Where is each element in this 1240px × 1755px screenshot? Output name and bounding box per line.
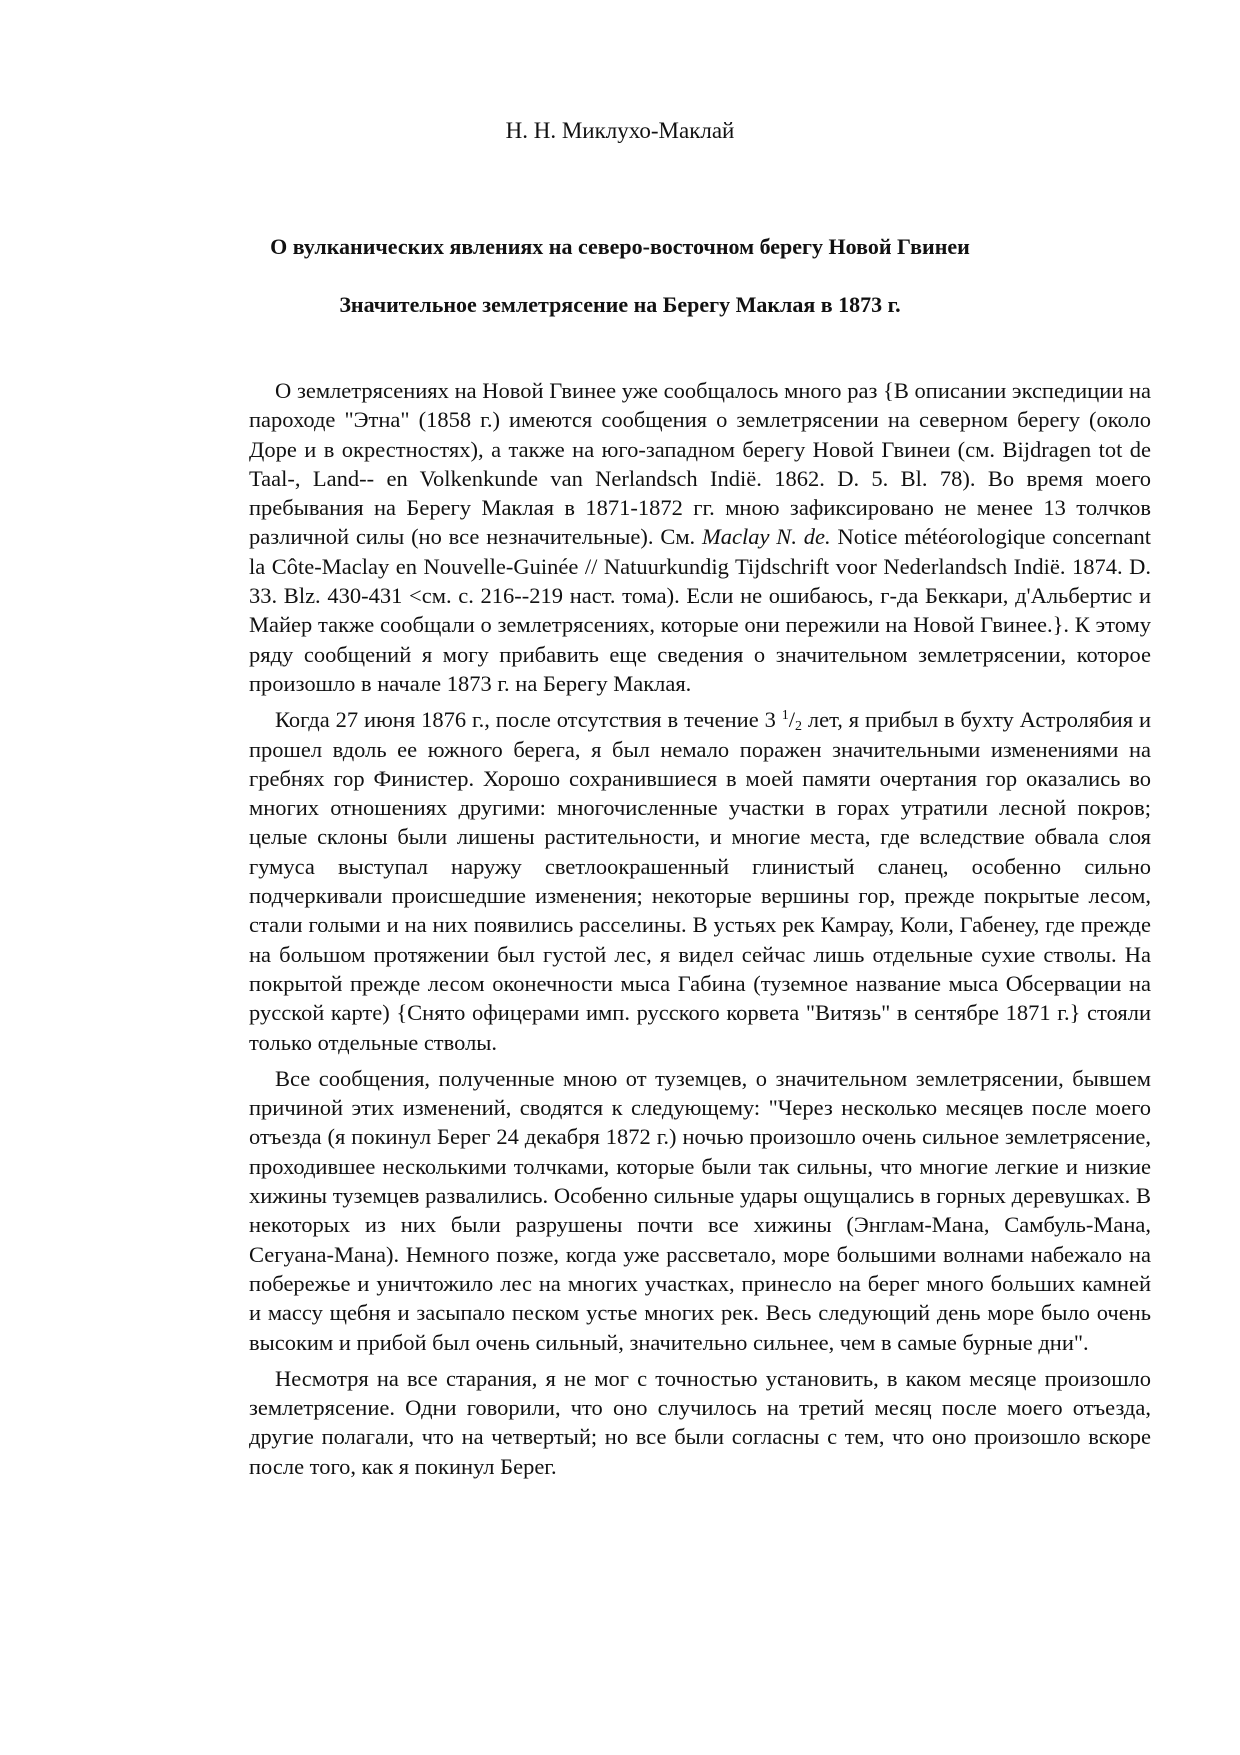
paragraph-2-text-b: лет, я прибыл в бухту Астролябия и прошел вдоль ее южного берега, я был немало поражен значительными изменениями на гребнях гор Финистер. Хорошо сохранившиеся в моей памяти очертания гор оказались во многих отношениях другими: многочисленные участки в горах утратили лесной покров; целые склоны были лишены растительности, и многие места, где вследствие обвала слоя гумуса выступал наружу светлоокрашенный глинистый сланец, особенно сильно подчеркивали происшедшие изменения; некоторые вершины гор, прежде покрытые лесом, стали голыми и на них появились расселины. В устьях рек Камрау, Коли, Габенеу, где прежде на большом протяжении был густой лес, я видел сейчас лишь отдельные сухие стволы. На покрытой прежде лесом оконечности мыса Габина (туземное название мыса Обсервации на русской карте) {Снято офицерами имп. русского корвета "Витязь" в сентябре 1871 г.} стояли только отдельные стволы. [249, 707, 1151, 1055]
article-subtitle: Значительное землетрясение на Берегу Маклая в 1873 г. [339, 292, 901, 317]
fraction-numerator: 1 [781, 708, 789, 724]
paragraph-4: Несмотря на все старания, я не мог с точностью установить, в каком месяце произошло землетрясение. Одни говорили, что оно случилось на третий месяц после моего отъезда, другие полагали, что на четвертый; но все были согласны с тем, что оно произошло вскоре после того, как я покинул Берег. [249, 1365, 1151, 1479]
article-body [249, 376, 1151, 1488]
author-name: Н. Н. Миклухо-Маклай [505, 118, 735, 143]
paragraph-3: Все сообщения, полученные мною от туземцев, о значительном землетрясении, бывшем причиной этих изменений, сводятся к следующему: "Через несколько месяцев после моего отъезда (я покинул Берег 24 декабря 1872 г.) ночью произошло очень сильное землетрясение, проходившее несколькими толчками, которые были так сильны, что многие легкие и низкие хижины туземцев развалились. Особенно сильные удары ощущались в горных деревушках. В некоторых из них были разрушены почти все хижины (Энглам-Мана, Самбуль-Мана, Сегуана-Мана). Немного позже, когда уже рассветало, море большими волнами набежало на побережье и уничтожило лес на многих участках, принесло на берег много больших камней и массу щебня и засыпало песком устье многих рек. Весь следующий день море было очень высоким и прибой был очень сильный, значительно сильнее, чем в самые бурные дни". [249, 1065, 1151, 1355]
paragraph-2 [249, 705, 1151, 1057]
fraction-half: $^1/_2$ [781, 707, 802, 735]
paragraph-1-italic-author: Maclay N. de. [702, 524, 831, 550]
paragraph-1 [249, 376, 1151, 698]
paragraph-1-text-b: Notice météorologique concernant la Côte-Maclay en Nouvelle-Guinée // Natuurkundig Tijdschrift voor Nederlandsch Indië. 1874. D. 33. Blz. 430-431 <см. с. 216--219 наст. тома). Если не ошибаюсь, г-да Беккари, д'Альбертис и Майер также сообщали о землетрясениях, которые они пережили на Новой Гвинее.}. К этому ряду сообщений я могу прибавить еще сведения о значительном землетрясении, которое произошло в начале 1873 г. на Берегу Маклая. [249, 524, 1151, 696]
paragraph-2-text-a: Когда 27 июня 1876 г., после отсутствия в течение 3 [275, 707, 782, 733]
paragraph-1-text-a: О землетрясениях на Новой Гвинее уже сообщалось много раз {В описании экспедиции на пароходе "Этна" (1858 г.) имеются сообщения о землетрясении на северном берегу (около Доре и в окрестностях), а также на юго-западном берегу Новой Гвинеи (см. Bijdragen tot de Taal-, Land-- en Volkenkunde van Nerlandsch Indië. 1862. D. 5. Bl. 78). Во время моего пребывания на Берегу Маклая в 1871-1872 гг. мною зафиксировано не менее 13 толчков различной силы (но все незначительные). См. [249, 378, 1151, 550]
fraction-denominator: 2 [794, 719, 802, 735]
article-title: О вулканических явлениях на северо-восточном берегу Новой Гвинеи [270, 234, 970, 259]
